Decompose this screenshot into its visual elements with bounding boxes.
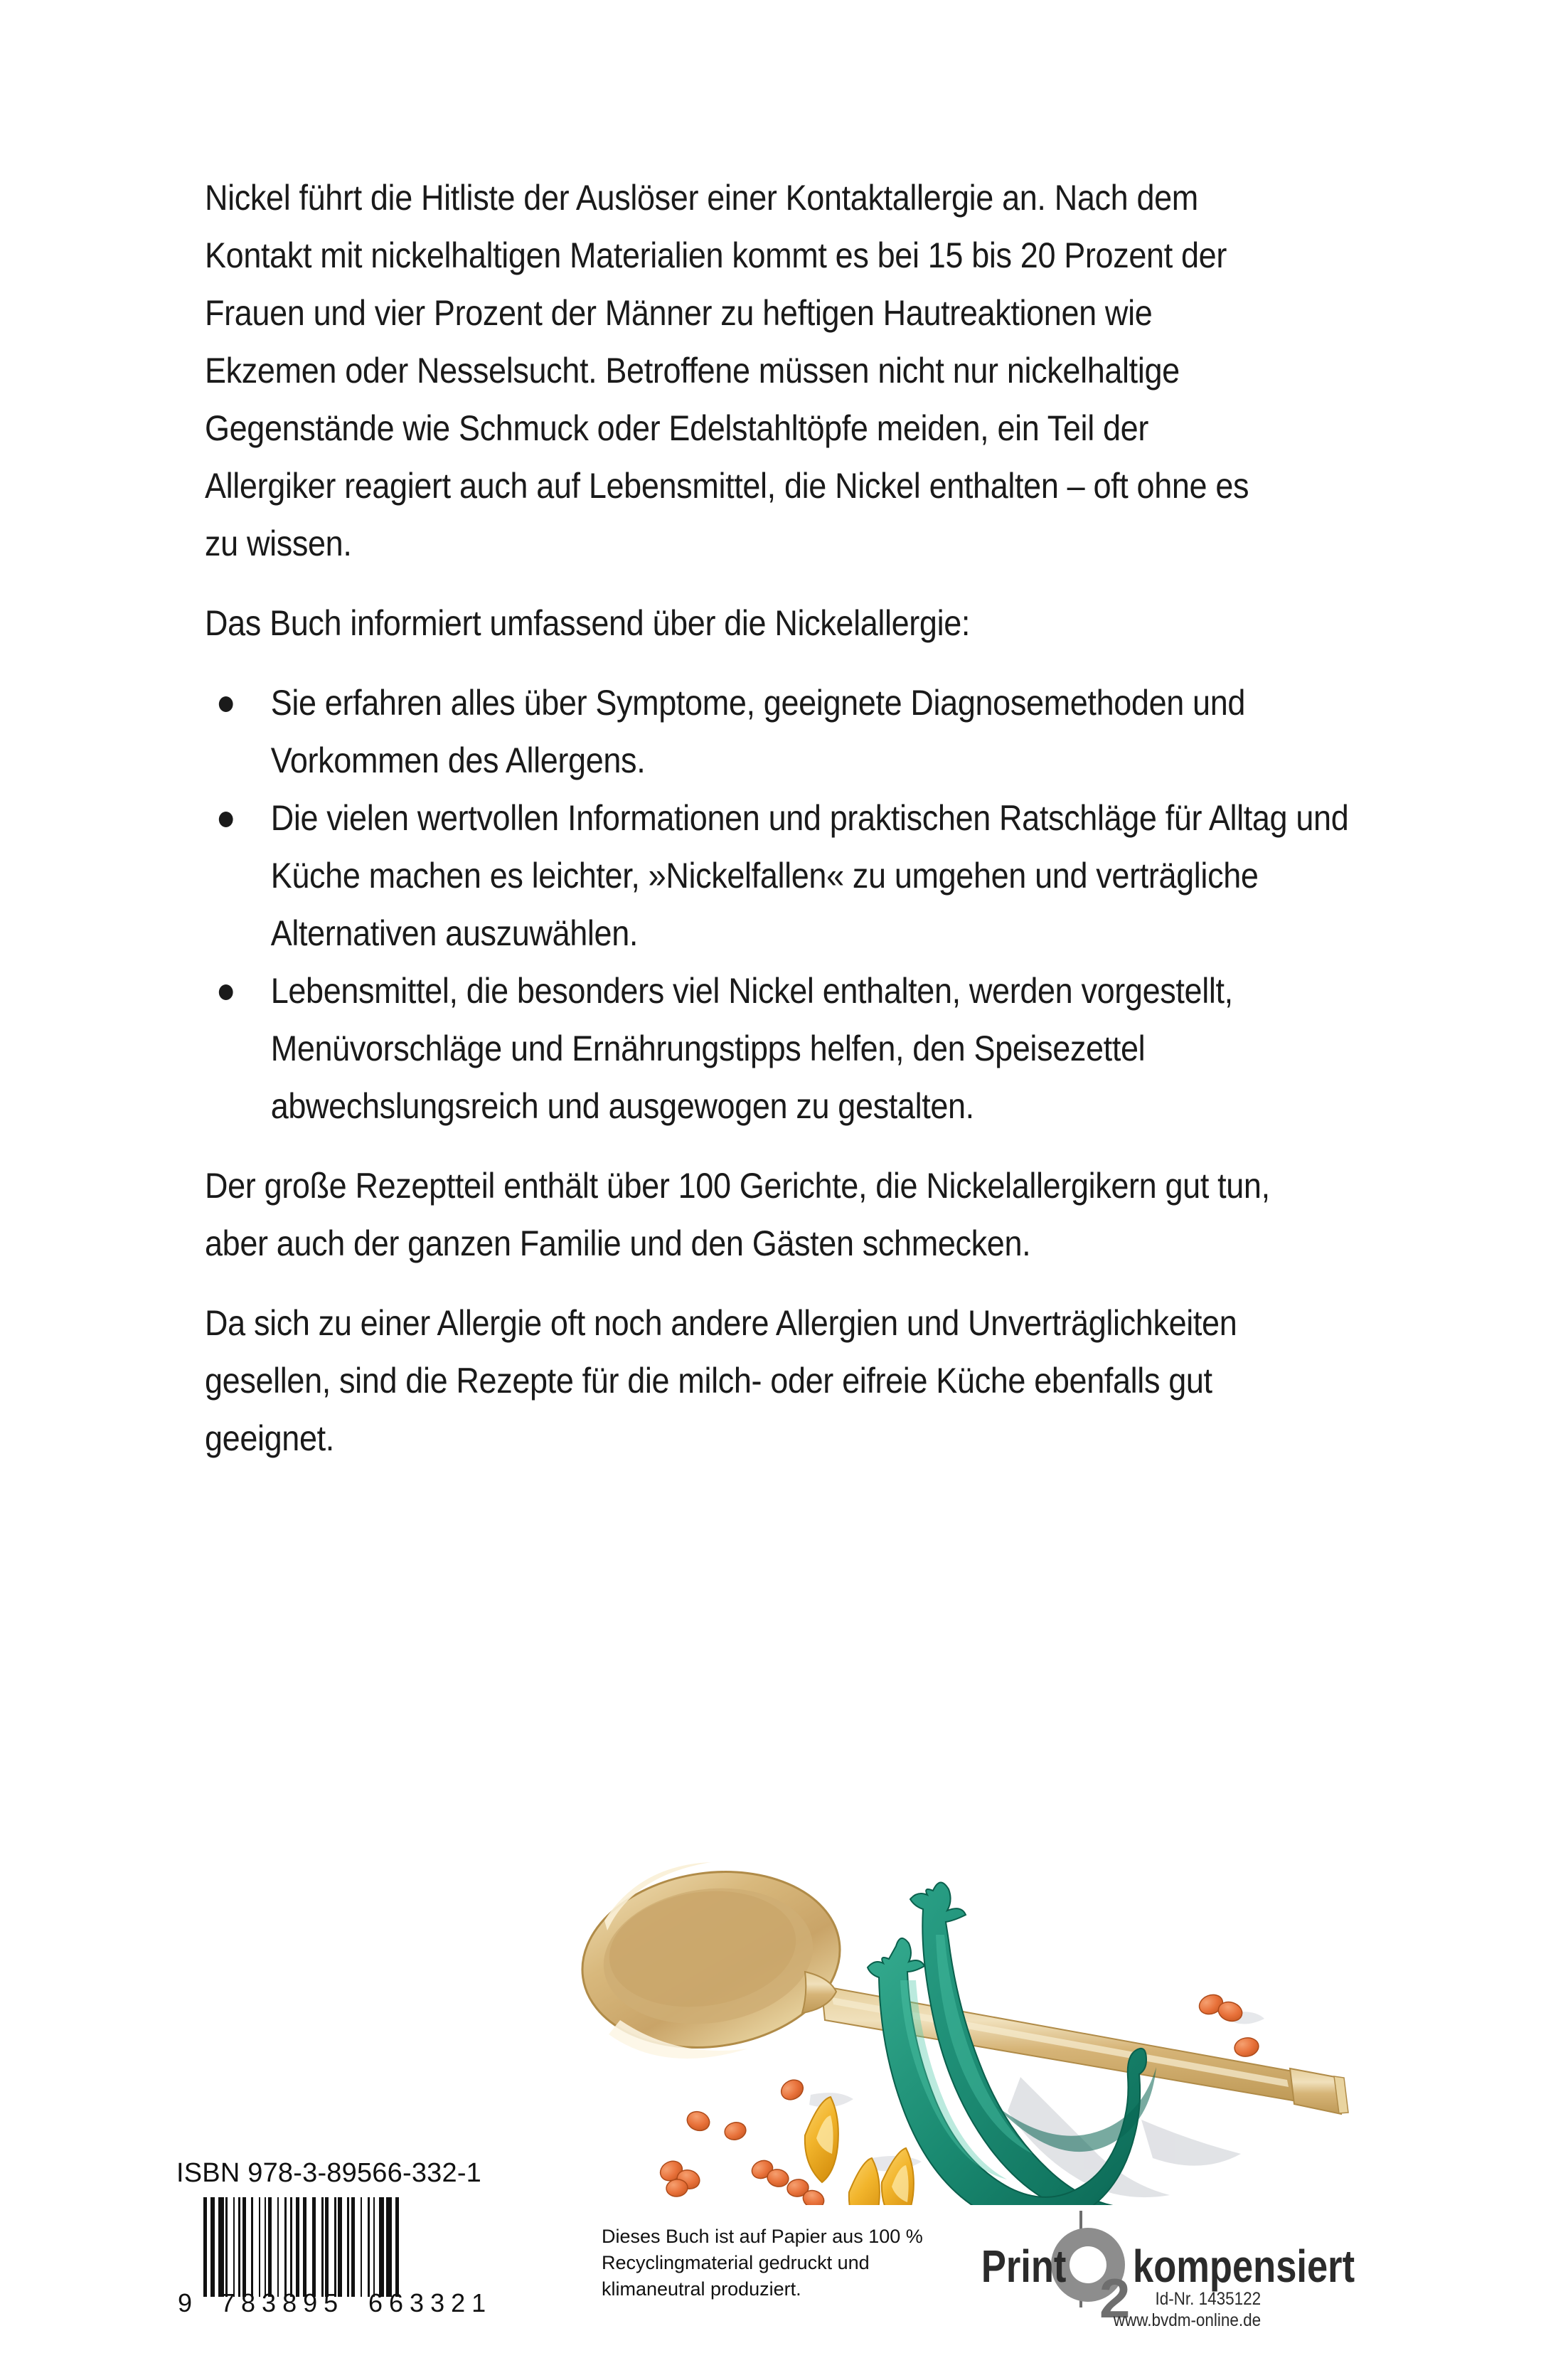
bullet-dot-icon	[219, 984, 233, 1000]
ean13-barcode	[176, 2197, 493, 2339]
co2-subscript-2: 2	[1099, 2267, 1131, 2330]
isbn-label: ISBN 978-3-89566-332-1	[176, 2158, 482, 2188]
list-item	[205, 790, 1350, 962]
print-logo-word-right: kompensiert	[1133, 2241, 1355, 2293]
list-item	[205, 962, 1350, 1135]
print-co2-kompensiert-logo	[974, 2205, 1387, 2333]
blurb-paragraph-1: Nickel führt die Hitliste der Auslöser einer Kontaktallergie an. Nach dem Kontakt mit nickelhaltigen Materialien kommt es bei 15 bis 20 Prozent der Frauen und vier Prozent der Männer zu heftigen Hautreaktionen wie Ekzemen oder Nesselsucht. Betroffene müssen nicht nur nickelhaltige Gegenstände wie Schmuck oder Edelstahltöpfe meiden, ein Teil der Allergiker reagiert auch auf Lebensmittel, die Nickel enthalten – oft ohne es zu wissen.	[205, 178, 1249, 563]
bullet-dot-icon	[219, 812, 233, 827]
isbn-block	[176, 2158, 511, 2339]
print-logo-word-left: Print	[981, 2241, 1067, 2293]
bullet-dot-icon	[219, 696, 233, 712]
barcode-digits-right: 663321	[368, 2288, 493, 2317]
recycling-note: Dieses Buch ist auf Papier aus 100 % Recyclingmaterial gedruckt und klimaneutral produziert.	[602, 2226, 923, 2300]
cover-footer	[0, 2148, 1568, 2353]
print-logo-id-number: Id-Nr. 1435122	[1155, 2288, 1262, 2310]
list-item-label: Sie erfahren alles über Symptome, geeignete Diagnosemethoden und Vorkommen des Allergens.	[270, 683, 1246, 780]
blurb-paragraph-3: Der große Rezeptteil enthält über 100 Gerichte, die Nickelallergikern gut tun, aber auch der ganzen Familie und den Gästen schmecken.	[205, 1166, 1270, 1263]
list-item-label: Die vielen wertvollen Informationen und praktischen Ratschläge für Alltag und Küche machen es leichter, »Nickelfallen« zu umgehen und verträgliche Alternativen auszuwählen.	[270, 798, 1349, 953]
cover-illustration	[498, 1807, 1394, 2205]
blurb-bullet-list	[205, 674, 1349, 1135]
list-item-label: Lebensmittel, die besonders viel Nickel enthalten, werden vorgestellt, Menüvorschläge und Ernährungstipps helfen, den Speisezettel abwechslungsreich und ausgewogen zu gestalten.	[270, 971, 1233, 1126]
barcode-digit-lead: 9	[178, 2288, 193, 2317]
blurb-paragraph-4: Da sich zu einer Allergie oft noch andere Allergien und Unverträglichkeiten gesellen, sind die Rezepte für die milch- oder eifreie Küche ebenfalls gut geeignet.	[205, 1303, 1237, 1458]
print-logo-website: www.bvdm-online.de	[1113, 2310, 1262, 2331]
list-item	[205, 674, 1350, 790]
barcode-bars	[203, 2197, 399, 2297]
back-cover-blurb	[205, 169, 1349, 1489]
barcode-digits-left: 783895	[220, 2288, 345, 2317]
blurb-paragraph-2-intro: Das Buch informiert umfassend über die Nickelallergie:	[205, 603, 971, 643]
